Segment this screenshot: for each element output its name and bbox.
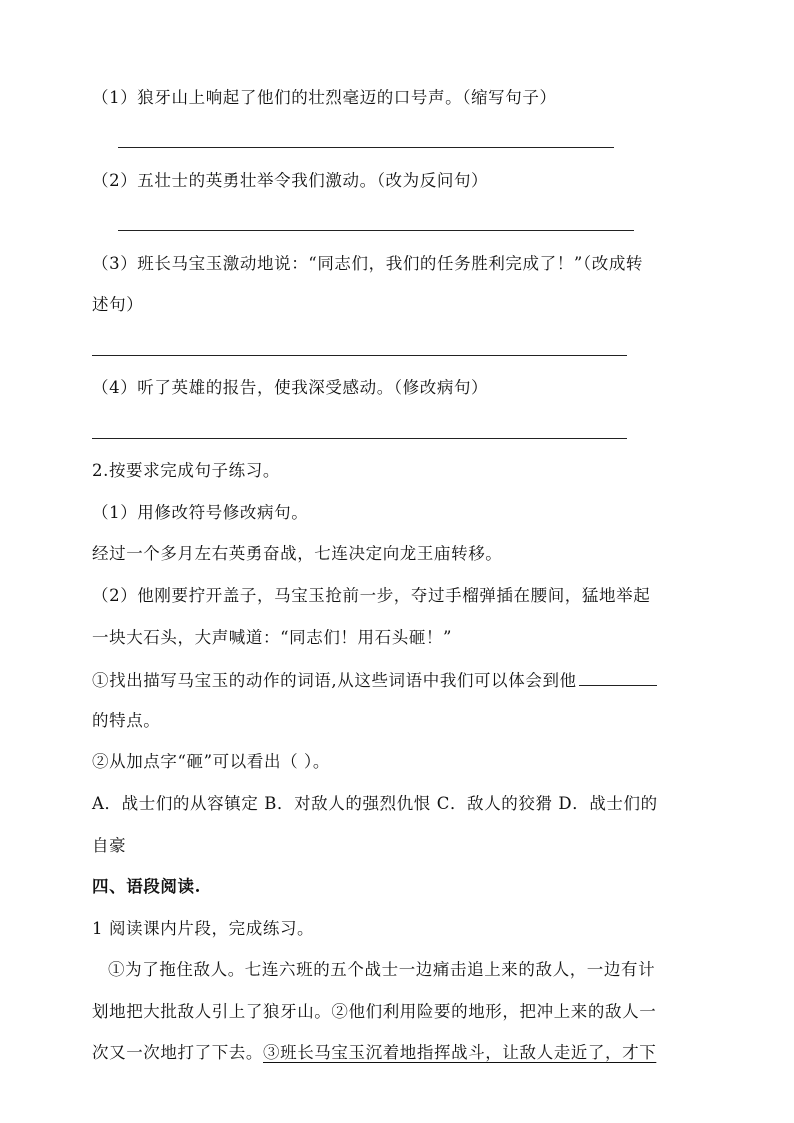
passage-line1: ①为了拖住敌人。七连六班的五个战士一边痛击追上来的敌人，一边有计 <box>108 960 656 979</box>
q2-title: 2.按要求完成句子练习。 <box>92 461 280 480</box>
q1-item3-line1: （3）班长马宝玉激动地说：“同志们，我们的任务胜利完成了！”（改成转 <box>92 254 644 273</box>
answer-line-1[interactable] <box>118 147 614 148</box>
q1-item4: （4）听了英雄的报告，使我深受感动。（修改病句） <box>92 378 489 397</box>
answer-line-3[interactable] <box>92 355 627 356</box>
passage-line3-plain: 次又一次地打了下去。 <box>92 1043 263 1062</box>
q2-sub2-line1: （2）他刚要拧开盖子，马宝玉抢前一步，夺过手榴弹插在腰间，猛地举起 <box>92 586 651 605</box>
q2-options-line1: A．战士们的从容镇定 B．对敌人的强烈仇恨 C．敌人的狡猾 D．战士们的 <box>92 794 658 813</box>
q2-sub2-line2: 一块大石头，大声喊道：“同志们！用石头砸！” <box>92 628 453 647</box>
q2-c1-line2: 的特点。 <box>92 711 161 730</box>
q2-sentence: 经过一个多月左右英勇奋战，七连决定向龙王庙转移。 <box>92 544 503 563</box>
q1-item2: （2）五壮士的英勇壮举令我们激动。（改为反问句） <box>92 171 489 190</box>
passage-line3 <box>92 1041 712 1065</box>
q2-c1-text: ①找出描写马宝玉的动作的词语,从这些词语中我们可以体会到他 <box>92 671 577 690</box>
answer-line-2[interactable] <box>118 230 634 231</box>
q1-item1: （1）狼牙山上响起了他们的壮烈毫迈的口号声。（缩写句子） <box>92 88 557 107</box>
passage-line2: 划地把大批敌人引上了狼牙山。②他们利用险要的地形，把冲上来的敌人一 <box>92 1002 657 1021</box>
q2-options-line2: 自豪 <box>92 836 127 855</box>
q2-c2: ②从加点字“砸”可以看出（ ）。 <box>92 752 330 771</box>
answer-blank-trait[interactable] <box>579 667 657 686</box>
passage-underlined-sentence: ③班长马宝玉沉着地指挥战斗，让敌人走近了，才下 <box>263 1043 657 1062</box>
q2-c1-line1 <box>92 667 712 693</box>
q1-item3-line2: 述句） <box>92 295 144 314</box>
section4-task: 1 阅读课内片段，完成练习。 <box>92 919 315 938</box>
section4-heading: 四、语段阅读. <box>92 877 201 896</box>
answer-line-4[interactable] <box>92 438 627 439</box>
q2-sub1: （1）用修改符号修改病句。 <box>92 503 309 522</box>
